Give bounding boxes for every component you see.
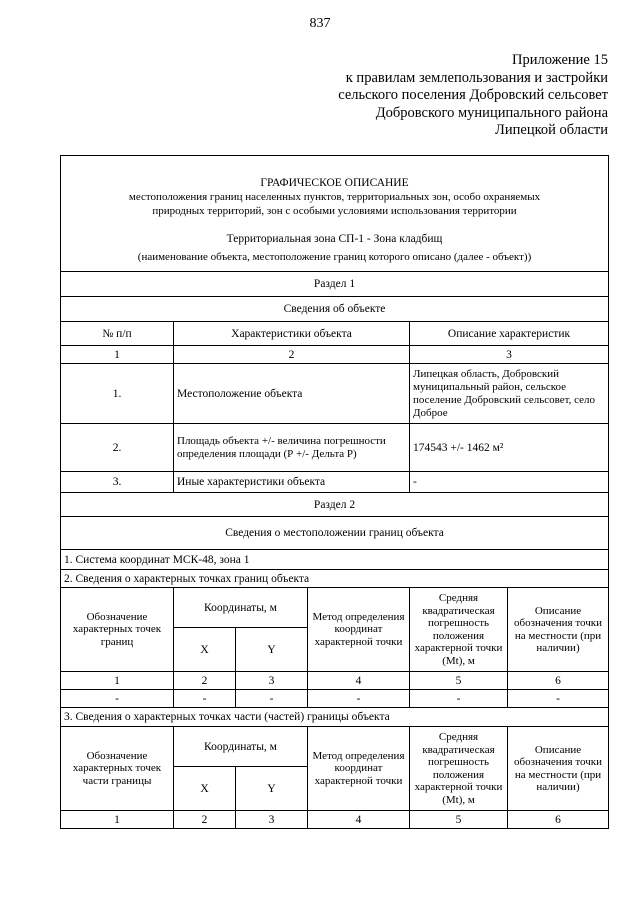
col-number: 1 bbox=[61, 672, 174, 690]
col-header-characteristics: Характеристики объекта bbox=[174, 322, 410, 346]
point-cell: - bbox=[308, 690, 410, 708]
row-number: 1. bbox=[61, 364, 174, 424]
col-number: 1 bbox=[61, 811, 174, 829]
col-header-point-description: Описание обозначения точки на местности (при наличии) bbox=[508, 727, 609, 811]
point-cell: - bbox=[61, 690, 174, 708]
col-header-number: № п/п bbox=[61, 322, 174, 346]
col-number: 3 bbox=[236, 811, 308, 829]
col-header-error: Средняя квадратическая погрешность положения характерной точки (Mt), м bbox=[410, 588, 508, 672]
col-number: 4 bbox=[308, 672, 410, 690]
section1-subtitle: Сведения об объекте bbox=[61, 297, 609, 322]
row-value: - bbox=[410, 472, 609, 493]
col-header-part-designation: Обозначение характерных точек части границы bbox=[61, 727, 174, 811]
row-value: Липецкая область, Добровский муниципальный район, сельское поселение Добровский сельсовет, село Доброе bbox=[410, 364, 609, 424]
table-row bbox=[61, 364, 609, 424]
document-title: ГРАФИЧЕСКОЕ ОПИСАНИЕ bbox=[260, 176, 409, 189]
col-header-method: Метод определения координат характерной точки bbox=[308, 588, 410, 672]
col-number: 4 bbox=[308, 811, 410, 829]
col-number: 2 bbox=[174, 811, 236, 829]
col-number: 3 bbox=[236, 672, 308, 690]
col-header-y: Y bbox=[236, 767, 308, 811]
table-row bbox=[61, 472, 609, 493]
appendix-line: Приложение 15 bbox=[512, 52, 608, 68]
col-number: 3 bbox=[410, 346, 609, 364]
graphic-description-table bbox=[60, 155, 609, 829]
appendix-line: к правилам землепользования и застройки bbox=[345, 69, 608, 86]
section2-title: Раздел 2 bbox=[61, 493, 609, 517]
row-number: 3. bbox=[61, 472, 174, 493]
col-number: 5 bbox=[410, 811, 508, 829]
row-characteristic: Иные характеристики объекта bbox=[174, 472, 410, 493]
col-number: 6 bbox=[508, 672, 609, 690]
document-header bbox=[61, 156, 609, 272]
table-row bbox=[61, 690, 609, 708]
point-cell: - bbox=[236, 690, 308, 708]
page-number: 837 bbox=[309, 16, 331, 31]
zone-name: Территориальная зона СП-1 - Зона кладбищ bbox=[226, 232, 443, 245]
col-number: 1 bbox=[61, 346, 174, 364]
col-header-description: Описание характеристик bbox=[410, 322, 609, 346]
row-value: 174543 +/- 1462 м² bbox=[410, 424, 609, 472]
table-row bbox=[61, 424, 609, 472]
col-header-coordinates: Координаты, м bbox=[174, 588, 308, 628]
appendix-header bbox=[338, 52, 608, 140]
section1-title: Раздел 1 bbox=[61, 272, 609, 297]
point-cell: - bbox=[508, 690, 609, 708]
col-header-method: Метод определения координат характерной точки bbox=[308, 727, 410, 811]
col-header-point-description: Описание обозначения точки на местности (при наличии) bbox=[508, 588, 609, 672]
parts-title: 3. Сведения о характерных точках части (частей) границы объекта bbox=[61, 708, 609, 727]
col-header-designation: Обозначение характерных точек границ bbox=[61, 588, 174, 672]
points-title: 2. Сведения о характерных точках границ объекта bbox=[61, 570, 609, 588]
col-number: 5 bbox=[410, 672, 508, 690]
document-subtitle-2: природных территорий, зон с особыми условиями использования территории bbox=[152, 204, 517, 217]
appendix-line: Липецкой области bbox=[495, 122, 608, 138]
row-number: 2. bbox=[61, 424, 174, 472]
col-number: 6 bbox=[508, 811, 609, 829]
appendix-line: Добровского муниципального района bbox=[375, 104, 608, 121]
col-header-x: X bbox=[174, 767, 236, 811]
point-cell: - bbox=[410, 690, 508, 708]
coordinate-system: 1. Система координат МСК-48, зона 1 bbox=[61, 550, 609, 570]
document-subtitle-1: местоположения границ населенных пунктов, территориальных зон, особо охраняемых bbox=[128, 190, 541, 203]
point-cell: - bbox=[174, 690, 236, 708]
appendix-line: сельского поселения Добровский сельсовет bbox=[338, 87, 608, 103]
col-header-x: X bbox=[174, 628, 236, 672]
row-characteristic: Местоположение объекта bbox=[174, 364, 410, 424]
row-characteristic: Площадь объекта +/- величина погрешности определения площади (Р +/- Дельта Р) bbox=[174, 424, 410, 472]
col-header-y: Y bbox=[236, 628, 308, 672]
col-header-coordinates: Координаты, м bbox=[174, 727, 308, 767]
section2-subtitle: Сведения о местоположении границ объекта bbox=[61, 517, 609, 550]
col-header-error: Средняя квадратическая погрешность положения характерной точки (Mt), м bbox=[410, 727, 508, 811]
col-number: 2 bbox=[174, 672, 236, 690]
object-note: (наименование объекта, местоположение границ которого описано (далее - объект)) bbox=[137, 250, 532, 263]
col-number: 2 bbox=[174, 346, 410, 364]
